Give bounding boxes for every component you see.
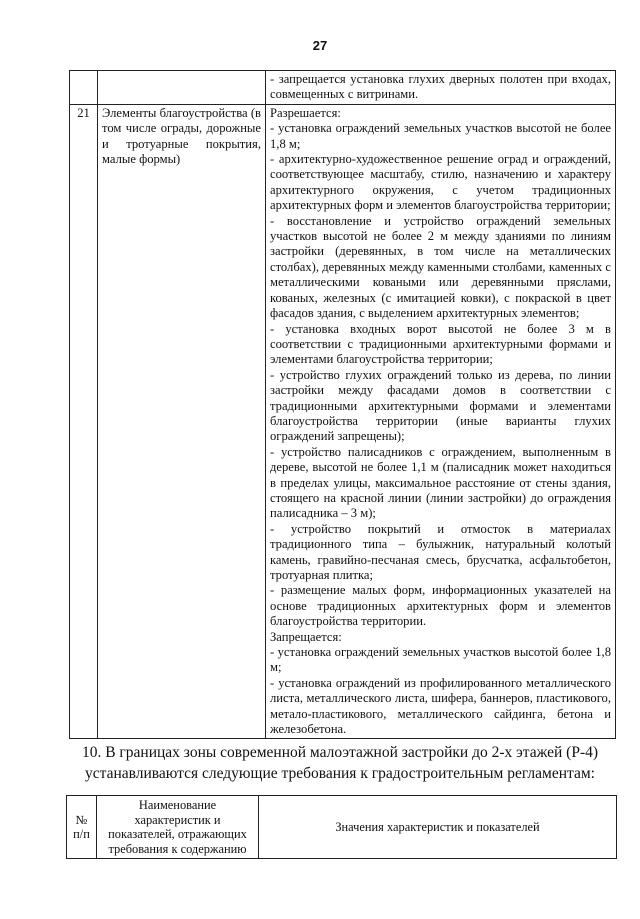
row-number-cell xyxy=(70,71,98,105)
requirements-cell: - запрещается установка глухих дверных полотен при входах, совмещенных с витринами. xyxy=(266,71,616,105)
values-column-header: Значения характеристик и показателей xyxy=(259,796,617,859)
section-heading: 10. В границах зоны современной малоэтажной застройки до 2-х этажей (Р-4) устанавливаются следующие требования к градостроительным регламентам: xyxy=(81,744,599,782)
requirements-cell: Разрешается: - установка ограждений земельных участков высотой не более 1,8 м; - архитектурно-художественное решение оград и ограждений, соответствующее масштабу, стилю, назначению и характеру архитектурного окружения, с учетом традиционных архитектурных форм и элементов благоустройства территории; - восстановление и устройство ограждений земельных участков высотой не более 2 м между зданиями по линиям застройки (деревянных, в том числе на металлических столбах), деревянных между каменными столбами, каменных с металлическими коваными или деревянными пряслами, кованых, железных (с имитацией ковки), с покраской в цвет фасадов здания, с выделением архитектурных элементов; - установка входных ворот высотой не более 3 м в соответствии с традиционными архитектурными формами и элементами благоустройства территории; - устройство глухих ограждений только из дерева, по линии застройки между фасадами домов в соответствии с традиционными архитектурными формами и элементами благоустройства территории (иные варианты глухих ограждений запрещены); - устройство палисадников с ограждением, выполненным в дереве, высотой не более 1,1 м (палисадник может находиться в пределах улицы, максимальное расстояние от стены здания, стоящего на красной линии (линии застройки) до ограждения палисадника – 3 м); - устройство покрытий и отмосток в материалах традиционного типа – булыжник, натуральный колотый камень, гравийно-песчаная смесь, брусчатка, асфальтобетон, тротуарная плитка; - размещение малых форм, информационных указателей на основе традиционных архитектурных форм и элементов благоустройства территории. Запрещается: - установка ограждений земельных участков высотой более 1,8 м; - установка ограждений из профилированного металлического листа, металлического листа, шифера, баннеров, пластикового, метало-пластикового, металлического сайдинга, бетона и железобетона. xyxy=(266,104,616,739)
table-header-row xyxy=(67,796,617,859)
table-row xyxy=(70,104,616,739)
row-number-cell: 21 xyxy=(70,104,98,739)
number-column-header: № п/п xyxy=(67,796,97,859)
name-column-header: Наименование характеристик и показателей, отражающих требования к содержанию xyxy=(97,796,259,859)
regulation-table xyxy=(69,70,616,739)
characteristics-table-header xyxy=(66,795,617,859)
element-cell: Элементы благоустройства (в том числе ограды, дорожные и тротуарные покрытия, малые формы) xyxy=(98,104,266,739)
page-number: 27 xyxy=(312,38,328,53)
table-row xyxy=(70,71,616,105)
element-cell xyxy=(98,71,266,105)
